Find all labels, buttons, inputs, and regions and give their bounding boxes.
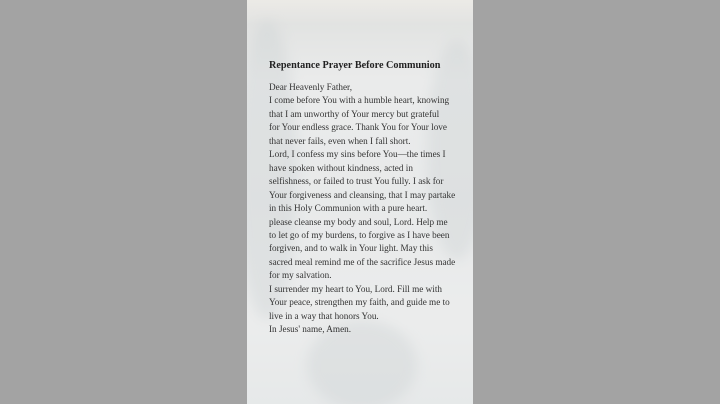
prayer-line: please cleanse my body and soul, Lord. Help me — [269, 216, 448, 227]
prayer-title: Repentance Prayer Before Communion — [269, 60, 441, 71]
prayer-text — [269, 81, 455, 337]
prayer-line: for my salvation. — [269, 270, 332, 281]
prayer-line: that never fails, even when I fall short. — [269, 135, 411, 146]
prayer-line: Lord, I confess my sins before You—the times I — [269, 149, 446, 160]
video-frame — [247, 0, 473, 404]
prayer-line: In Jesus' name, Amen. — [269, 324, 352, 335]
prayer-line: sacred meal remind me of the sacrifice Jesus made — [269, 256, 456, 267]
prayer-line: Dear Heavenly Father, — [269, 82, 353, 92]
prayer-line: have spoken without kindness, acted in — [269, 162, 413, 173]
prayer-line: to let go of my burdens, to forgive as I have been — [269, 229, 450, 240]
prayer-line: Your peace, strengthen my faith, and guide me to — [269, 297, 450, 308]
prayer-line: that I am unworthy of Your mercy but grateful — [269, 108, 440, 119]
prayer-line: live in a way that honors You. — [269, 310, 379, 321]
prayer-line: for Your endless grace. Thank You for Your love — [269, 122, 447, 133]
prayer-line: Your forgiveness and cleansing, that I may partake — [269, 189, 456, 200]
prayer-line: forgiven, and to walk in Your light. May this — [269, 243, 433, 254]
prayer-line: in this Holy Communion with a pure heart. — [269, 203, 428, 214]
prayer-line: I come before You with a humble heart, knowing — [269, 95, 450, 106]
prayer-line: I surrender my heart to You, Lord. Fill me with — [269, 283, 443, 294]
prayer-line: selfishness, or failed to trust You fully. I ask for — [269, 176, 444, 187]
